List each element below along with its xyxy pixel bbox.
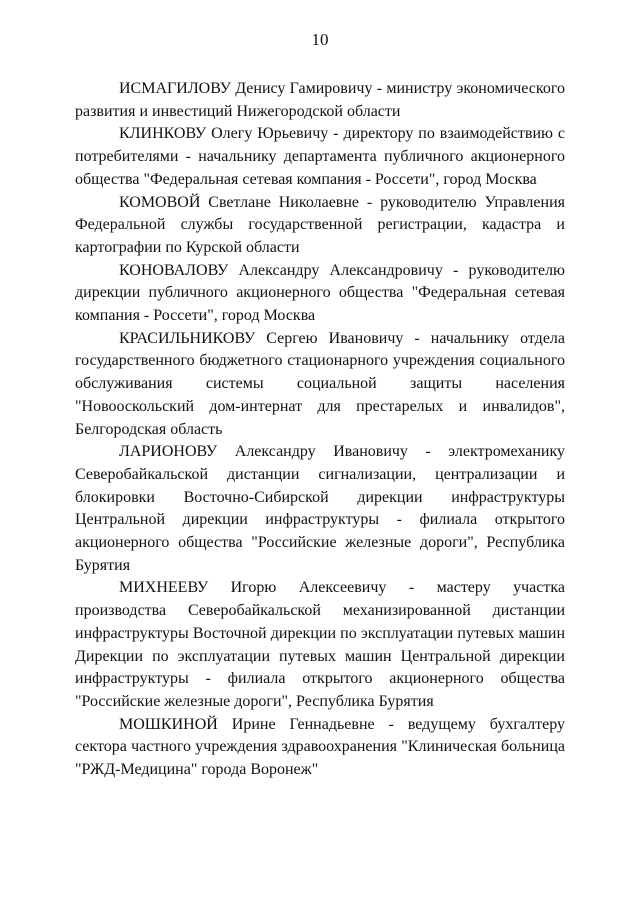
- award-entry: [75, 123, 565, 191]
- entry-surname: ИСМАГИЛОВУ: [119, 80, 231, 97]
- document-body: [75, 78, 565, 782]
- award-entry: [75, 577, 565, 713]
- award-entry: [75, 192, 565, 260]
- entry-surname: МОШКИНОЙ: [119, 715, 218, 733]
- entry-surname: МИХНЕЕВУ: [119, 579, 209, 597]
- entry-details: Александру Ивановичу - электромеханику Северобайкальской дистанции сигнализации, централизации и блокировки Восточно-Сибирской дирекции инфраструктуры Центральной дирекции инфраструктуры - филиала открытого акционерного общества "Российские железные дороги", Республика Бурятия: [75, 443, 565, 574]
- entry-details: Сергею Ивановичу - начальнику отдела государственного бюджетного стационарного учреждения социального обслуживания системы социальной защиты населения "Новооскольский дом-интернат для престарелых и инвалидов", Белгородская область: [75, 329, 566, 438]
- award-entry: [75, 714, 565, 782]
- entry-surname: КРАСИЛЬНИКОВУ: [119, 329, 256, 347]
- entry-details: Светлане Николаевне - руководителю Управления Федеральной службы государственной регистрации, кадастра и картографии по Курской области: [75, 193, 565, 256]
- award-entry: [75, 260, 565, 328]
- award-entry: [75, 78, 565, 123]
- entry-details: Олегу Юрьевичу - директору по взаимодействию с потребителями - начальнику департамента публичного акционерного общества "Федеральная сетевая компания - Россети", город Москва: [75, 125, 566, 188]
- entry-surname: КЛИНКОВУ: [119, 125, 207, 143]
- entry-details: Денису Гамировичу - министру экономического развития и инвестиций Нижегородской области: [75, 80, 566, 120]
- entry-details: Игорю Алексеевичу - мастеру участка производства Северобайкальской механизированной дистанции инфраструктуры Восточной дирекции по эксплуатации путевых машин Дирекции по эксплуатации путевых машин Центральной дирекции инфраструктуры - филиала открытого акционерного общества "Российские железные дороги", Республика Бурятия: [75, 579, 566, 710]
- entry-surname: КОМОВОЙ: [119, 193, 201, 211]
- entry-details: Ирине Геннадьевне - ведущему бухгалтеру сектора частного учреждения здравоохранения "Клиническая больница "РЖД-Медицина" города Воронеж": [75, 715, 566, 779]
- award-entry: [75, 441, 565, 577]
- entry-details: Александру Александровичу - руководителю дирекции публичного акционерного общества "Федеральная сетевая компания - Россети", город Москва: [75, 261, 565, 325]
- entry-surname: КОНОВАЛОВУ: [119, 261, 229, 279]
- page-number: 10: [311, 30, 329, 49]
- award-entry: [75, 328, 565, 442]
- entry-surname: ЛАРИОНОВУ: [119, 443, 218, 461]
